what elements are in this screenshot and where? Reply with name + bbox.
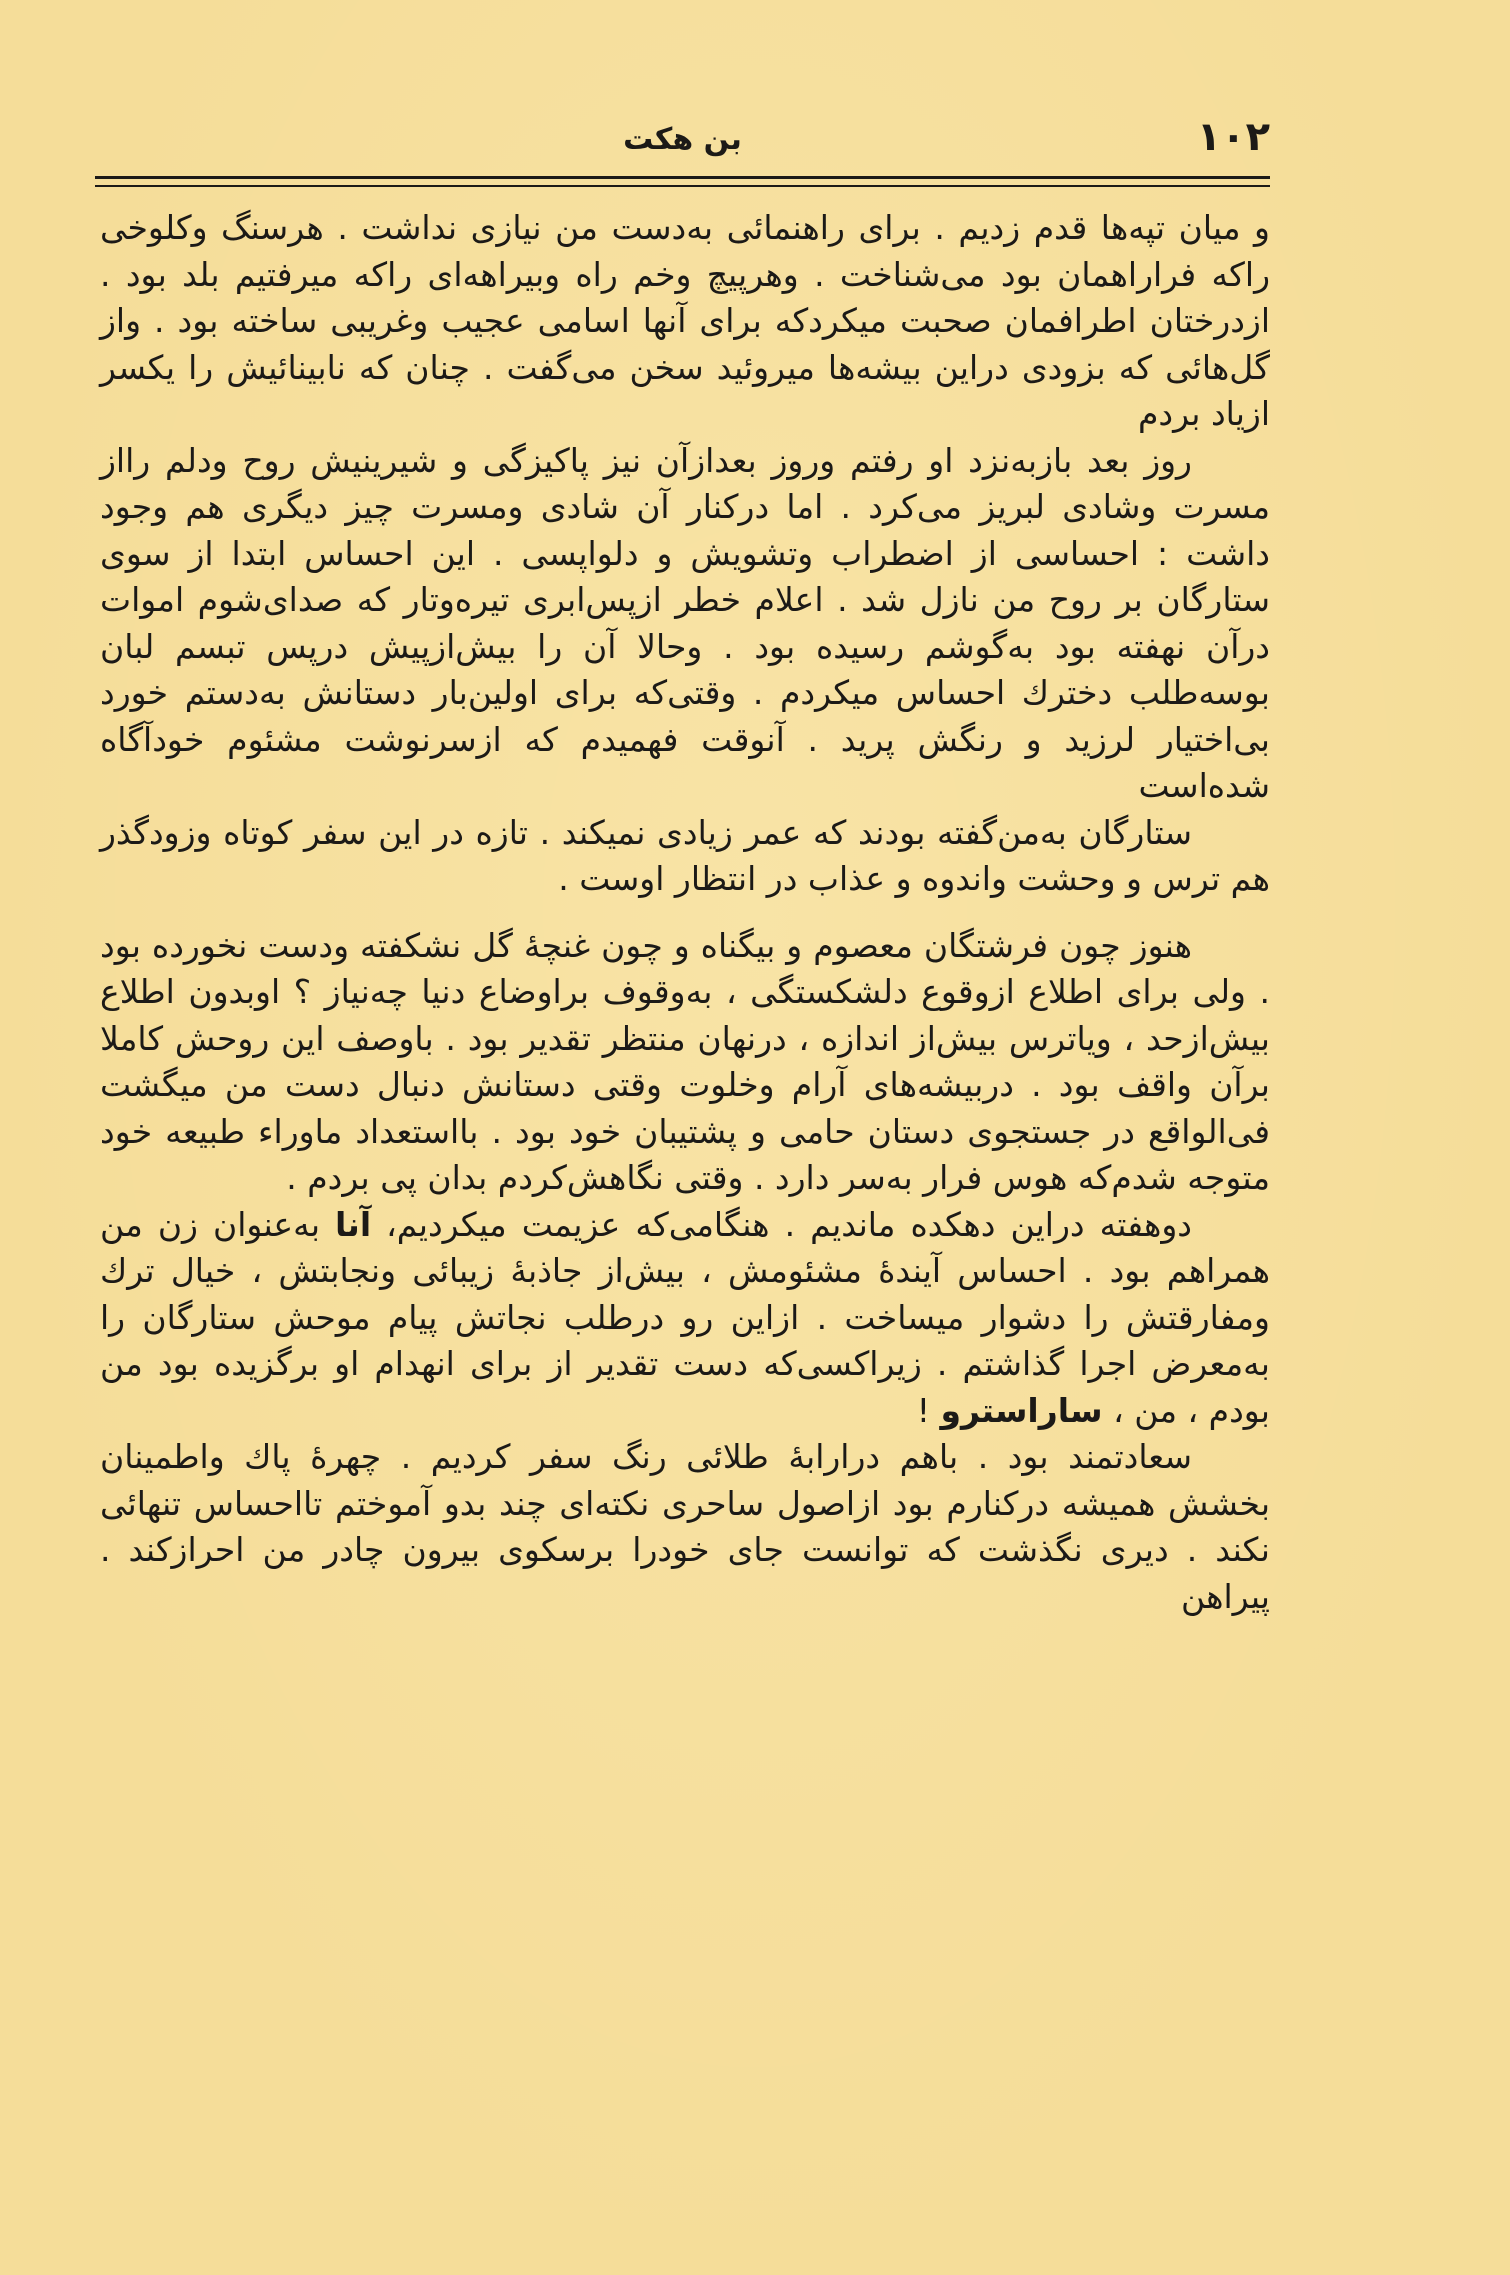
- page-header: [95, 112, 1270, 172]
- paragraph-5: [100, 1202, 1270, 1435]
- body-text: [100, 205, 1270, 1620]
- paragraph-4: هنوز چون فرشتگان معصوم و بیگناه و چون غنچهٔ گل نشکفته ودست نخورده بود . ولی برای اطلاع ازوقوع دلشکستگی ، به‌وقوف براوضاع دنیا چه‌نیاز ؟ اوبدون اطلاع بیش‌ازحد ، ویاترس بیش‌از اندازه ، درنهان منتظر تقدیر بود . باوصف این روحش کاملا برآن واقف بود . دربیشه‌های آرام وخلوت وقتی دستانش دنبال دست من میگشت فی‌الواقع در جستجوی دستان حامی و پشتیبان خود بود . بااستعداد ماوراء طبیعه خود متوجه شدم‌که هوس فرار به‌سر دارد . وقتی نگاهش‌کردم بدان پی بردم .: [100, 925, 1270, 1197]
- running-title: بن هکت: [623, 122, 742, 157]
- paragraph-5-middle: به‌عنوان زن من همراهم بود . احساس آیندهٔ مشئومش ، بیش‌از جاذبهٔ زیبائی ونجابتش ، خیال ترك ومفارقتش را دشوار میساخت . ازاین رو درطلب نجاتش پیام موحش ستارگان را به‌معرض اجرا گذاشتم . زیراکسی‌که دست تقدیر از برای انهدام او برگزیده بود من بودم ، من ،: [100, 1204, 1270, 1430]
- paragraph-6: سعادتمند بود . باهم درارابهٔ طلائی رنگ سفر کردیم . چهرهٔ پاك واطمینان بخشش همیشه درکنارم بود ازاصول ساحری نکته‌ای چند بدو آموختم تااحساس تنهائی نکند . دیری نگذشت که توانست جای خودرا برسکوی بیرون چادر من احرازکند . پیراهن: [100, 1437, 1270, 1616]
- header-rule-thin: [95, 185, 1270, 187]
- name-anna: آنا: [335, 1204, 372, 1244]
- paragraph-1: و میان تپه‌ها قدم زدیم . برای راهنمائی به‌دست من نیازی نداشت . هرسنگ وکلوخی راکه فراراهمان بود می‌شناخت . وهرپیچ وخم راه وبیراهه‌ای راکه میرفتیم بلد بود . ازدرختان اطرافمان صحبت میکردکه برای آنها اسامی عجیب وغریبی ساخته بود . واز گل‌هائی که بزودی دراین بیشه‌ها میروئید سخن می‌گفت . چنان که نابینائیش را یکسر ازیاد بردم: [100, 208, 1270, 433]
- paragraph-3: ستارگان به‌من‌گفته بودند که عمر زیادی نمیکند . تازه در این سفر کوتاه وزودگذر هم ترس و وحشت واندوه و عذاب در انتظار اوست .: [100, 812, 1270, 898]
- paragraph-5-end: !: [916, 1390, 941, 1430]
- paragraph-2: روز بعد بازبه‌نزد او رفتم وروز بعدازآن نیز پاکیزگی و شیرینیش روح ودلم رااز مسرت وشادی لبریز می‌کرد . اما درکنار آن شادی ومسرت چیز دیگری هم وجود داشت : احساسی از اضطراب وتشویش و دلواپسی . این احساس ابتدا از سوی ستارگان بر روح من نازل شد . اعلام خطر ازپس‌ابری تیره‌وتار که صدای‌شوم اموات درآن نهفته بود به‌گوشم رسیده بود . وحالا آن را بیش‌ازپیش درپس تبسم لبان بوسه‌طلب دخترك احساس میکردم . وقتی‌که برای اولین‌بار دستانش به‌دستم خورد بی‌اختیار لرزید و رنگش پرید . آنوقت فهمیدم که ازسرنوشت مشئوم خودآگاه شده‌است: [100, 440, 1270, 805]
- paragraph-5-start: دوهفته دراین دهکده ماندیم . هنگامی‌که عزیمت میکردیم،: [371, 1204, 1192, 1244]
- name-sarastro: ساراسترو: [940, 1390, 1103, 1430]
- header-rule-thick: [95, 176, 1270, 179]
- page-number: ۱۰۲: [1196, 114, 1270, 160]
